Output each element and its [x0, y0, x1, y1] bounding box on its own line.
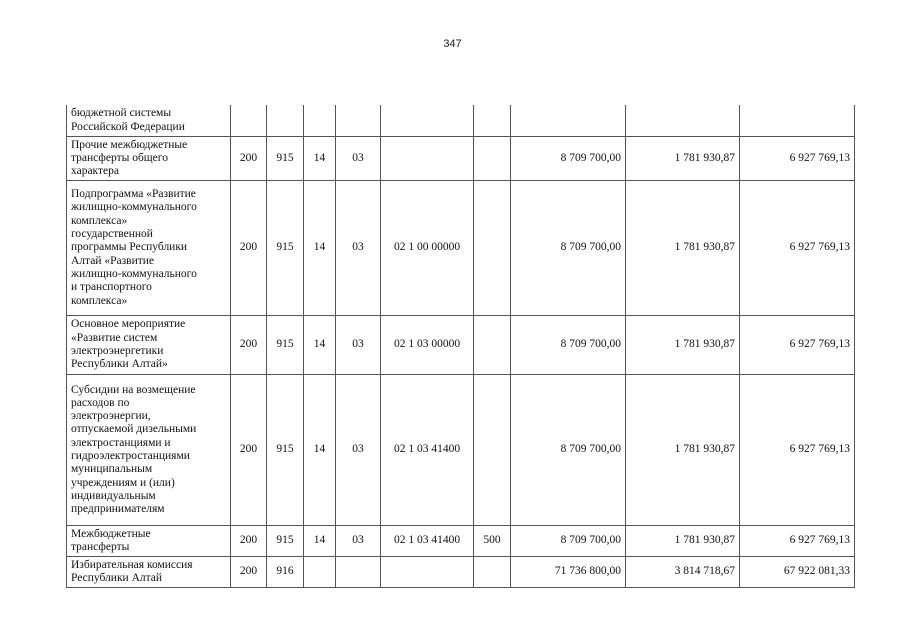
section-code-cell: 14 [304, 181, 336, 316]
table-row [67, 105, 855, 137]
target-code-cell [381, 557, 474, 588]
expense-type-cell: 500 [474, 526, 511, 557]
item-name-line: предпринимателям [71, 503, 165, 516]
expense-type-cell [474, 181, 511, 316]
item-name-cell [67, 105, 231, 137]
expense-type-cell [474, 557, 511, 588]
item-name-line: расходов по [71, 396, 130, 409]
section-code-cell: 14 [304, 526, 336, 557]
item-name-line: электростанциями и [71, 436, 171, 449]
expense-type-cell [474, 137, 511, 181]
ministry-code-cell: 915 [267, 316, 304, 375]
planned-amount-cell [511, 105, 626, 137]
subsection-code-cell: 03 [336, 181, 381, 316]
remaining-amount-cell: 6 927 769,13 [740, 375, 855, 526]
item-name-line: электроэнергии, [71, 410, 151, 423]
item-name-line: Избирательная комиссия [71, 558, 193, 571]
item-name-cell [67, 137, 231, 181]
executed-amount-cell: 1 781 930,87 [626, 181, 740, 316]
executed-amount-cell: 1 781 930,87 [626, 137, 740, 181]
table-row [67, 181, 855, 316]
remaining-amount-cell: 6 927 769,13 [740, 137, 855, 181]
executed-amount-cell: 1 781 930,87 [626, 526, 740, 557]
admin-code-cell: 200 [231, 181, 267, 316]
expense-type-cell [474, 316, 511, 375]
item-name-cell [67, 557, 231, 588]
item-name-line: электроэнергетики [71, 345, 164, 357]
remaining-amount-cell: 6 927 769,13 [740, 316, 855, 375]
subsection-code-cell [336, 557, 381, 588]
item-name-line: программы Республики [71, 241, 188, 254]
item-name-line: трансферты [71, 541, 130, 553]
admin-code-cell: 200 [231, 557, 267, 588]
item-name-line: Прочие межбюджетные [71, 138, 188, 151]
item-name-line: Подпрограмма «Развитие [71, 188, 196, 201]
expense-type-cell [474, 105, 511, 137]
item-name-line: Межбюджетные [71, 527, 151, 540]
admin-code-cell: 200 [231, 316, 267, 375]
ministry-code-cell [267, 105, 304, 137]
item-name-line: Алтай «Развитие [71, 254, 155, 267]
item-name-line: «Развитие систем [71, 331, 158, 344]
admin-code-cell [231, 105, 267, 137]
table-body [67, 105, 855, 588]
expense-type-cell [474, 375, 511, 526]
item-name-line: государственной [71, 228, 153, 241]
target-code-cell: 02 1 00 00000 [381, 181, 474, 316]
ministry-code-cell: 916 [267, 557, 304, 588]
ministry-code-cell: 915 [267, 375, 304, 526]
ministry-code-cell: 915 [267, 137, 304, 181]
subsection-code-cell: 03 [336, 375, 381, 526]
item-name-line: Республики Алтай [71, 572, 163, 584]
item-name-line: учреждениям и (или) [71, 476, 175, 489]
section-code-cell [304, 105, 336, 137]
ministry-code-cell: 915 [267, 181, 304, 316]
planned-amount-cell: 71 736 800,00 [511, 557, 626, 588]
item-name-line: Российской Федерации [71, 120, 185, 133]
section-code-cell: 14 [304, 316, 336, 375]
executed-amount-cell: 1 781 930,87 [626, 375, 740, 526]
target-code-cell [381, 137, 474, 181]
admin-code-cell: 200 [231, 375, 267, 526]
item-name-line: Республики Алтай» [71, 358, 168, 371]
item-name-line: комплекса» [71, 294, 128, 307]
planned-amount-cell: 8 709 700,00 [511, 316, 626, 375]
item-name-line: Основное мероприятие [71, 318, 186, 331]
item-name-line: комплекса» [71, 214, 128, 227]
item-name-line: индивидуальным [71, 489, 156, 502]
item-name-line: жилищно-коммунального [71, 201, 197, 214]
item-name-line: Субсидии на возмещение [71, 383, 196, 396]
table-row [67, 526, 855, 557]
executed-amount-cell: 3 814 718,67 [626, 557, 740, 588]
planned-amount-cell: 8 709 700,00 [511, 181, 626, 316]
item-name-line: характера [71, 165, 119, 178]
item-name-line: и транспортного [71, 281, 152, 294]
item-name-line: бюджетной системы [71, 107, 172, 120]
executed-amount-cell: 1 781 930,87 [626, 316, 740, 375]
subsection-code-cell [336, 105, 381, 137]
section-code-cell [304, 557, 336, 588]
item-name-cell [67, 526, 231, 557]
section-code-cell: 14 [304, 375, 336, 526]
table-row [67, 375, 855, 526]
remaining-amount-cell [740, 105, 855, 137]
item-name-cell [67, 375, 231, 526]
target-code-cell: 02 1 03 00000 [381, 316, 474, 375]
target-code-cell: 02 1 03 41400 [381, 375, 474, 526]
item-name-line: отпускаемой дизельными [71, 423, 197, 436]
budget-table [66, 105, 855, 588]
item-name-line: трансферты общего [71, 151, 168, 164]
admin-code-cell: 200 [231, 137, 267, 181]
remaining-amount-cell: 6 927 769,13 [740, 526, 855, 557]
remaining-amount-cell: 67 922 081,33 [740, 557, 855, 588]
planned-amount-cell: 8 709 700,00 [511, 526, 626, 557]
section-code-cell: 14 [304, 137, 336, 181]
item-name-cell [67, 181, 231, 316]
ministry-code-cell: 915 [267, 526, 304, 557]
remaining-amount-cell: 6 927 769,13 [740, 181, 855, 316]
target-code-cell [381, 105, 474, 137]
item-name-line: муниципальным [71, 463, 153, 476]
subsection-code-cell: 03 [336, 316, 381, 375]
subsection-code-cell: 03 [336, 137, 381, 181]
table-row [67, 557, 855, 588]
item-name-line: гидроэлектростанциями [71, 450, 190, 462]
planned-amount-cell: 8 709 700,00 [511, 137, 626, 181]
planned-amount-cell: 8 709 700,00 [511, 375, 626, 526]
admin-code-cell: 200 [231, 526, 267, 557]
page-number: 347 [443, 38, 462, 50]
table-row [67, 316, 855, 375]
table-row [67, 137, 855, 181]
target-code-cell: 02 1 03 41400 [381, 526, 474, 557]
executed-amount-cell [626, 105, 740, 137]
item-name-cell [67, 316, 231, 375]
item-name-line: жилищно-коммунального [71, 267, 197, 280]
subsection-code-cell: 03 [336, 526, 381, 557]
